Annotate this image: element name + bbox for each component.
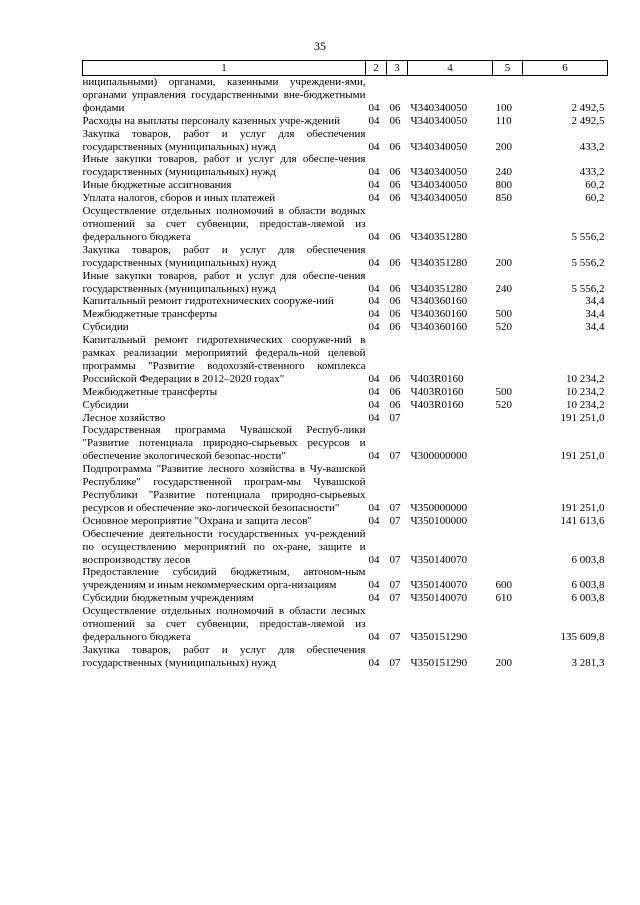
row-section: 04 bbox=[368, 308, 380, 321]
row-amount: 5 556,2 bbox=[571, 282, 605, 295]
row-target-article: Ч340340050 bbox=[410, 140, 468, 153]
row-description: Иные закупки товаров, работ и услуг для обеспе-чения государственных (муниципальных) нужд bbox=[82, 269, 366, 295]
page-number: 35 bbox=[314, 39, 326, 53]
table-row bbox=[83, 295, 608, 308]
row-amount: 60,2 bbox=[585, 192, 605, 205]
row-section: 04 bbox=[368, 592, 380, 605]
row-section: 04 bbox=[368, 321, 380, 334]
table-row bbox=[83, 128, 608, 154]
row-section: 04 bbox=[368, 166, 380, 179]
row-target-article: Ч340360160 bbox=[410, 295, 468, 308]
table-row bbox=[83, 515, 608, 528]
row-description: Капитальный ремонт гидротехнических сооруже-ний в рамках реализации мероприятий федераль-ной целевой программы "Развитие водохозяй-ственного комплекса Российской Федерации в 2012–2020 годах" bbox=[82, 334, 366, 385]
row-target-article: Ч350140070 bbox=[410, 553, 468, 566]
row-description: Осуществление отдельных полномочий в области водных отношений за счет субвенции, предостав-ляемой из федерального бюджета bbox=[82, 205, 366, 243]
row-section: 04 bbox=[368, 140, 380, 153]
row-section: 04 bbox=[368, 553, 380, 566]
table-row bbox=[83, 205, 608, 244]
row-amount: 10 234,2 bbox=[566, 385, 605, 398]
row-amount: 191 251,0 bbox=[560, 411, 605, 424]
header-col-5: 5 bbox=[493, 61, 523, 76]
row-subsection: 06 bbox=[389, 295, 401, 308]
header-col-6: 6 bbox=[523, 61, 608, 76]
header-col-4: 4 bbox=[408, 61, 493, 76]
row-expense-type: 500 bbox=[495, 385, 512, 398]
row-target-article: Ч350100000 bbox=[410, 514, 468, 527]
row-amount: 191 251,0 bbox=[560, 450, 605, 463]
row-amount: 191 251,0 bbox=[560, 501, 605, 514]
row-section: 04 bbox=[368, 179, 380, 192]
row-subsection: 06 bbox=[389, 282, 401, 295]
row-amount: 34,4 bbox=[585, 308, 605, 321]
table-row bbox=[83, 412, 608, 425]
row-target-article: Ч340340050 bbox=[410, 101, 468, 114]
table-row bbox=[83, 76, 608, 115]
row-subsection: 06 bbox=[389, 385, 401, 398]
table-row bbox=[83, 386, 608, 399]
row-section: 04 bbox=[368, 398, 380, 411]
row-section: 04 bbox=[368, 385, 380, 398]
row-section: 04 bbox=[368, 411, 380, 424]
row-subsection: 06 bbox=[389, 398, 401, 411]
row-expense-type: 200 bbox=[495, 256, 512, 269]
row-subsection: 07 bbox=[389, 411, 401, 424]
table-row bbox=[83, 399, 608, 412]
row-subsection: 06 bbox=[389, 179, 401, 192]
row-subsection: 07 bbox=[389, 501, 401, 514]
row-description: Основное мероприятие "Охрана и защита лесов" bbox=[82, 514, 312, 527]
row-subsection: 07 bbox=[389, 592, 401, 605]
row-section: 04 bbox=[368, 501, 380, 514]
row-expense-type: 800 bbox=[495, 179, 512, 192]
row-amount: 3 281,3 bbox=[571, 656, 605, 669]
row-subsection: 06 bbox=[389, 166, 401, 179]
row-target-article: Ч350140070 bbox=[410, 592, 468, 605]
row-subsection: 07 bbox=[389, 553, 401, 566]
row-subsection: 06 bbox=[389, 114, 401, 127]
row-description: Предоставление субсидий бюджетным, автоном-ным учреждениям и иным некоммерческим орга-низациям bbox=[82, 566, 366, 592]
row-expense-type: 610 bbox=[495, 592, 512, 605]
table-row bbox=[83, 192, 608, 205]
row-section: 04 bbox=[368, 282, 380, 295]
row-section: 04 bbox=[368, 514, 380, 527]
table-row bbox=[83, 153, 608, 179]
row-target-article: Ч350000000 bbox=[410, 501, 468, 514]
row-description: Субсидии бюджетным учреждениям bbox=[82, 592, 254, 605]
row-description: Субсидии bbox=[82, 398, 129, 411]
row-subsection: 06 bbox=[389, 140, 401, 153]
row-subsection: 06 bbox=[389, 101, 401, 114]
row-target-article: Ч403R0160 bbox=[410, 385, 464, 398]
table-row bbox=[83, 115, 608, 128]
row-target-article: Ч340340050 bbox=[410, 114, 468, 127]
row-target-article: Ч340360160 bbox=[410, 308, 468, 321]
row-description: Иные закупки товаров, работ и услуг для обеспе-чения государственных (муниципальных) нужд bbox=[82, 153, 366, 179]
table-row bbox=[83, 528, 608, 567]
row-target-article: Ч340340050 bbox=[410, 179, 468, 192]
row-amount: 2 492,5 bbox=[571, 101, 605, 114]
row-amount: 6 003,8 bbox=[571, 579, 605, 592]
row-section: 04 bbox=[368, 450, 380, 463]
row-description: Обеспечение деятельности государственных уч-реждений по осуществлению мероприятий по ох-ране, защите и воспроизводству лесов bbox=[82, 527, 366, 566]
row-description: Подпрограмма "Развитие лесного хозяйства в Чу-вашской Республике" государственной програм-мы Чувашской Республики "Развитие потенциала природно-сырьевых ресурсов и обеспечение эко-логической безопасности" bbox=[82, 463, 366, 514]
row-description: Закупка товаров, работ и услуг для обеспечения государственных (муниципальных) нужд bbox=[82, 243, 366, 269]
header-col-1: 1 bbox=[83, 61, 366, 76]
row-target-article: Ч300000000 bbox=[410, 450, 468, 463]
row-expense-type bbox=[493, 515, 523, 528]
budget-table bbox=[82, 60, 608, 670]
row-description: Расходы на выплаты персоналу казенных учре-ждений bbox=[82, 114, 341, 127]
row-amount: 5 556,2 bbox=[571, 230, 605, 243]
row-expense-type bbox=[493, 424, 523, 463]
row-description: ниципальными) органами, казенными учреждени-ями, органами управления государственными вне-бюджетными фондами bbox=[82, 76, 366, 114]
row-section: 04 bbox=[368, 372, 380, 385]
row-target-article: Ч403R0160 bbox=[410, 372, 464, 385]
row-amount: 433,2 bbox=[579, 140, 605, 153]
row-expense-type bbox=[493, 412, 523, 425]
table-row bbox=[83, 424, 608, 463]
row-expense-type bbox=[493, 605, 523, 644]
table-row bbox=[83, 179, 608, 192]
table-row bbox=[83, 321, 608, 334]
row-expense-type: 500 bbox=[495, 308, 512, 321]
table-row bbox=[83, 605, 608, 644]
row-amount: 10 234,2 bbox=[566, 372, 605, 385]
row-amount: 34,4 bbox=[585, 295, 605, 308]
row-subsection: 06 bbox=[389, 372, 401, 385]
table-row bbox=[83, 592, 608, 605]
row-section: 04 bbox=[368, 295, 380, 308]
row-expense-type bbox=[493, 334, 523, 386]
row-description: Межбюджетные трансферты bbox=[82, 308, 218, 321]
row-target-article: Ч403R0160 bbox=[410, 398, 464, 411]
row-section: 04 bbox=[368, 579, 380, 592]
row-subsection: 07 bbox=[389, 450, 401, 463]
row-expense-type: 520 bbox=[495, 321, 512, 334]
table-row bbox=[83, 463, 608, 515]
row-description: Закупка товаров, работ и услуг для обеспечения государственных (муниципальных) нужд bbox=[82, 643, 366, 669]
row-section: 04 bbox=[368, 630, 380, 643]
row-amount: 6 003,8 bbox=[571, 592, 605, 605]
row-description: Государственная программа Чувашской Респуб-лики "Развитие потенциала природно-сырьевых ресурсов и обеспечение экологической безопас-ности" bbox=[82, 424, 366, 463]
row-expense-type: 240 bbox=[495, 282, 512, 295]
row-expense-type bbox=[493, 295, 523, 308]
row-subsection: 06 bbox=[389, 256, 401, 269]
row-amount: 135 609,8 bbox=[560, 630, 605, 643]
row-amount: 34,4 bbox=[585, 321, 605, 334]
row-description: Уплата налогов, сборов и иных платежей bbox=[82, 192, 276, 205]
row-target-article: Ч340351280 bbox=[410, 256, 468, 269]
row-description: Лесное хозяйство bbox=[82, 411, 166, 424]
row-target-article bbox=[408, 412, 493, 425]
row-expense-type: 100 bbox=[495, 101, 512, 114]
row-section: 04 bbox=[368, 256, 380, 269]
row-expense-type: 110 bbox=[495, 114, 512, 127]
row-target-article: Ч340360160 bbox=[410, 321, 468, 334]
row-target-article: Ч350151290 bbox=[410, 630, 468, 643]
row-expense-type bbox=[493, 528, 523, 567]
row-amount: 60,2 bbox=[585, 179, 605, 192]
table-row bbox=[83, 566, 608, 592]
row-section: 04 bbox=[368, 101, 380, 114]
table-row bbox=[83, 334, 608, 386]
row-subsection: 06 bbox=[389, 308, 401, 321]
row-expense-type bbox=[493, 463, 523, 515]
row-amount: 10 234,2 bbox=[566, 398, 605, 411]
row-description: Межбюджетные трансферты bbox=[82, 385, 218, 398]
row-expense-type: 240 bbox=[495, 166, 512, 179]
table-row bbox=[83, 244, 608, 270]
row-description: Иные бюджетные ассигнования bbox=[82, 179, 232, 192]
row-subsection: 06 bbox=[389, 230, 401, 243]
row-target-article: Ч340340050 bbox=[410, 192, 468, 205]
header-col-2: 2 bbox=[366, 61, 387, 76]
header-col-3: 3 bbox=[387, 61, 408, 76]
row-target-article: Ч350140070 bbox=[410, 579, 468, 592]
table-row bbox=[83, 308, 608, 321]
row-amount: 141 613,6 bbox=[560, 514, 605, 527]
row-target-article: Ч340351280 bbox=[410, 230, 468, 243]
row-expense-type: 850 bbox=[495, 192, 512, 205]
row-expense-type bbox=[493, 205, 523, 244]
row-section: 04 bbox=[368, 114, 380, 127]
row-section: 04 bbox=[368, 230, 380, 243]
table-row bbox=[83, 270, 608, 296]
row-expense-type: 600 bbox=[495, 579, 512, 592]
row-expense-type: 520 bbox=[495, 398, 512, 411]
row-subsection: 07 bbox=[389, 630, 401, 643]
row-amount: 433,2 bbox=[579, 166, 605, 179]
row-description: Субсидии bbox=[82, 321, 129, 334]
row-description: Капитальный ремонт гидротехнических сооруже-ний bbox=[82, 295, 334, 308]
table-body bbox=[83, 76, 608, 670]
row-subsection: 06 bbox=[389, 321, 401, 334]
row-subsection: 07 bbox=[389, 656, 401, 669]
row-subsection: 06 bbox=[389, 192, 401, 205]
row-amount: 5 556,2 bbox=[571, 256, 605, 269]
row-amount: 6 003,8 bbox=[571, 553, 605, 566]
row-section: 04 bbox=[368, 192, 380, 205]
row-target-article: Ч350151290 bbox=[410, 656, 468, 669]
row-description: Осуществление отдельных полномочий в области лесных отношений за счет субвенции, предостав-ляемой из федерального бюджета bbox=[82, 605, 366, 643]
row-subsection: 07 bbox=[389, 579, 401, 592]
row-expense-type: 200 bbox=[495, 656, 512, 669]
row-amount: 2 492,5 bbox=[571, 114, 605, 127]
row-target-article: Ч340351280 bbox=[410, 282, 468, 295]
row-section: 04 bbox=[368, 656, 380, 669]
table-header-row bbox=[83, 61, 608, 76]
table-row bbox=[83, 644, 608, 670]
row-target-article: Ч340340050 bbox=[410, 166, 468, 179]
row-subsection: 07 bbox=[389, 514, 401, 527]
row-description: Закупка товаров, работ и услуг для обеспечения государственных (муниципальных) нужд bbox=[82, 127, 366, 153]
row-expense-type: 200 bbox=[495, 140, 512, 153]
